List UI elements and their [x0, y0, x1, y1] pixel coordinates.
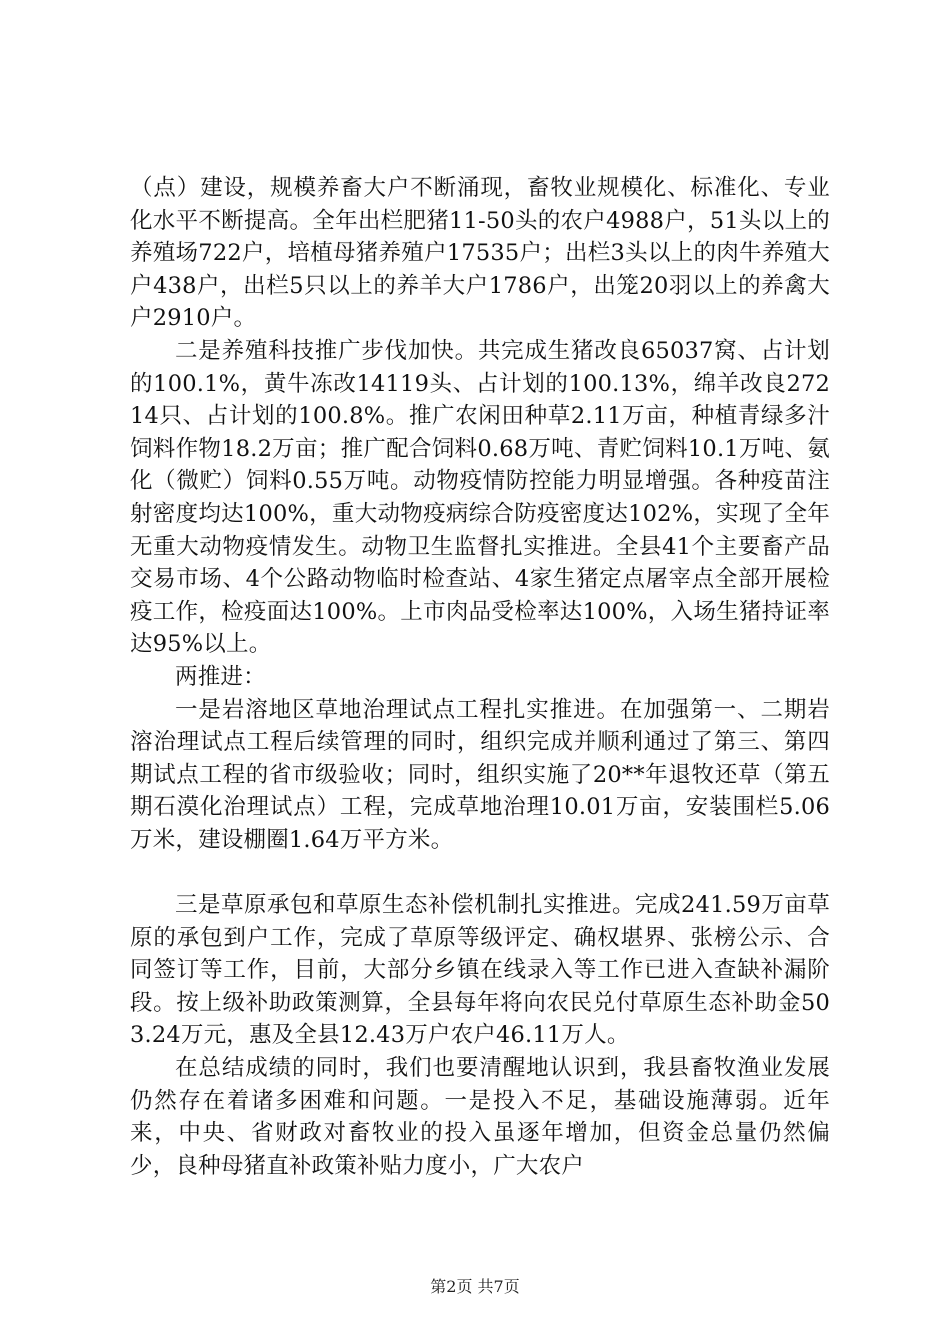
document-body	[130, 172, 830, 1182]
paragraph: 在总结成绩的同时，我们也要清醒地认识到，我县畜牧渔业发展仍然存在着诸多困难和问题。一是投入不足，基础设施薄弱。近年来，中央、省财政对畜牧业的投入虽逐年增加，但资金总量仍然偏少，良种母猪直补政策补贴力度小，广大农户	[130, 1055, 830, 1179]
paragraph: 一是岩溶地区草地治理试点工程扎实推进。在加强第一、二期岩溶治理试点工程后续管理的同时，组织完成并顺利通过了第三、第四期试点工程的省市级验收；同时，组织实施了20**年退牧还草（第五期石漠化治理试点）工程，完成草地治理10.01万亩，安装围栏5.06万米，建设棚圈1.64万平方米。	[130, 696, 830, 853]
paragraph: 二是养殖科技推广步伐加快。共完成生猪改良65037窝、占计划的100.1%，黄牛冻改14119头、占计划的100.13%，绵羊改良27214只、占计划的100.8%。推广农闲田种草2.11万亩，种植青绿多汁饲料作物18.2万亩；推广配合饲料0.68万吨、青贮饲料10.1万吨、氨化（微贮）饲料0.55万吨。动物疫情防控能力明显增强。各种疫苗注射密度均达100%，重大动物疫病综合防疫密度达102%，实现了全年无重大动物疫情发生。动物卫生监督扎实推进。全县41个主要畜产品交易市场、4个公路动物临时检查站、4家生猪定点屠宰点全部开展检疫工作，检疫面达100%。上市肉品受检率达100%，入场生猪持证率达95%以上。	[130, 337, 830, 658]
paragraph: 三是草原承包和草原生态补偿机制扎实推进。完成241.59万亩草原的承包到户工作，完成了草原等级评定、确权堪界、张榜公示、合同签订等工作，目前，大部分乡镇在线录入等工作已进入查缺补漏阶段。按上级补助政策测算，全县每年将向农民兑付草原生态补助金503.24万元，惠及全县12.43万户农户46.11万人。	[130, 892, 830, 1049]
section-heading: 两推进：	[175, 663, 266, 690]
paragraph: （点）建设，规模养畜大户不断涌现，畜牧业规模化、标准化、专业化水平不断提高。全年出栏肥猪11-50头的农户4988户，51头以上的养殖场722户，培植母猪养殖户17535户；出栏3头以上的肉牛养殖大户438户，出栏5只以上的养羊大户1786户，出笼20羽以上的养禽大户2910户。	[130, 175, 830, 332]
page-number-footer: 第2页 共7页	[430, 1277, 520, 1296]
paragraph-spacer	[130, 856, 830, 889]
